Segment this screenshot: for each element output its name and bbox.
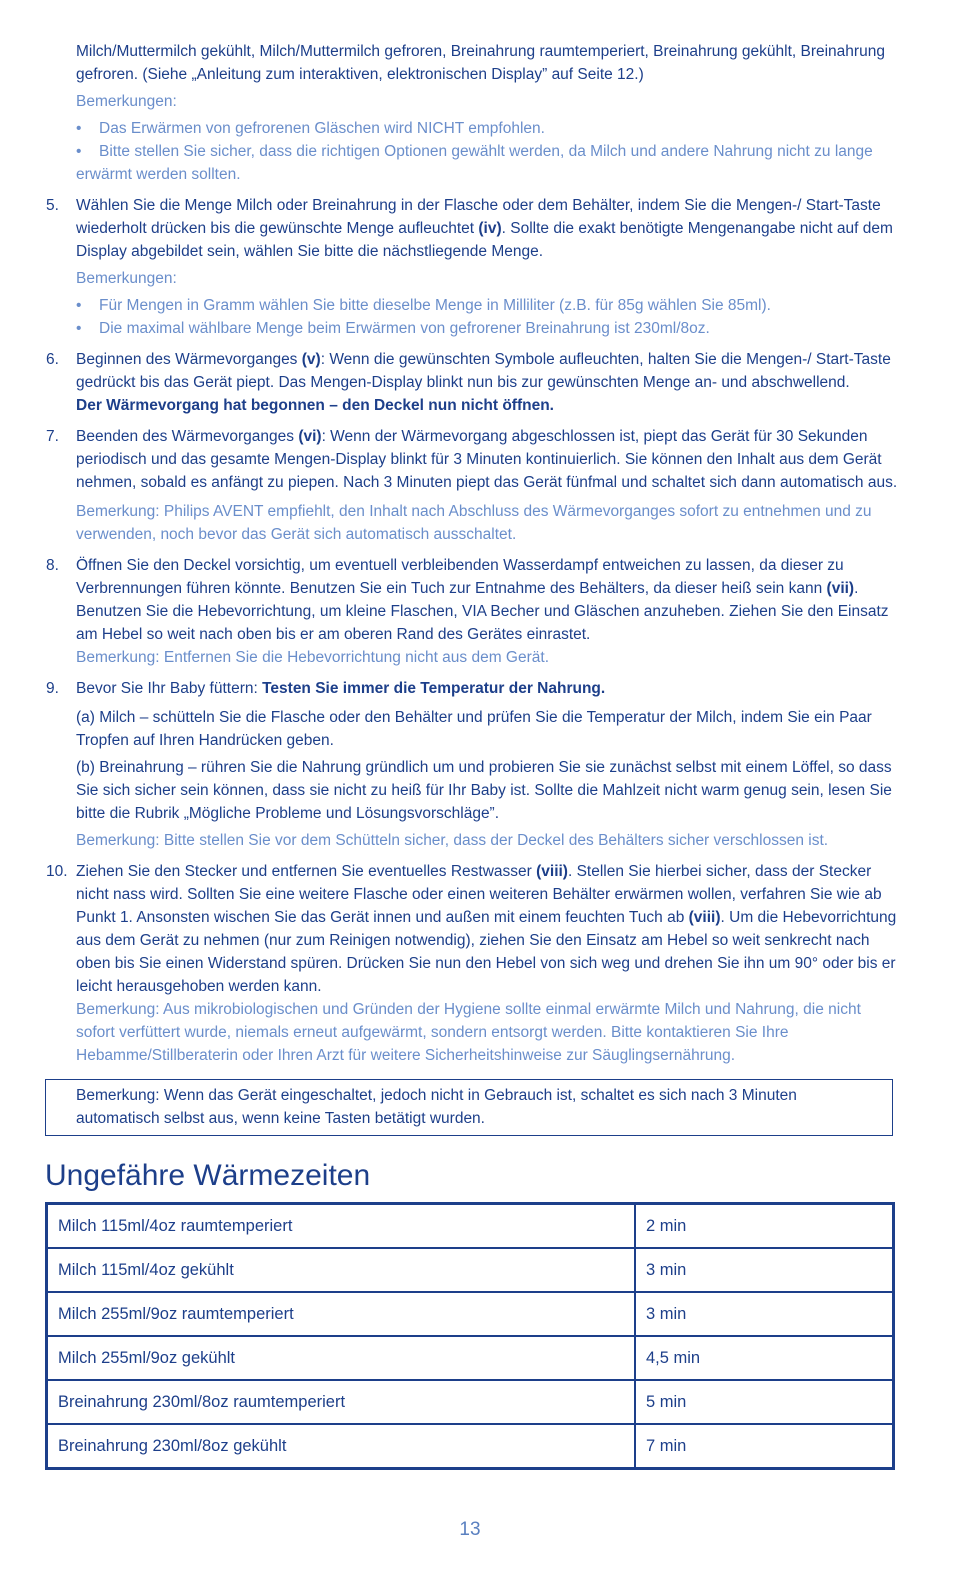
step-sub-b: (b) Breinahrung – rühren Sie die Nahrung gründlich um und probieren Sie sie zunächst selbst mit einem Löffel, so dass Sie sich sicher sein können, dass sie nicht zu heiß für Ihr Baby ist. Sollte die Mahlzeit nicht warm genug sein, lesen Sie bitte die Rubrik „Mögliche Probleme und Lösungsvorschläge”. bbox=[76, 759, 892, 822]
figure-ref: (iv) bbox=[478, 220, 502, 237]
step-sub-a: (a) Milch – schütteln Sie die Flasche oder den Behälter und prüfen Sie die Temperatur der Milch, indem Sie ein Paar Tropfen auf Ihren Handrücken geben. bbox=[76, 709, 872, 749]
bullet-dot: • bbox=[76, 320, 82, 337]
time-label-cell: Breinahrung 230ml/8oz gekühlt bbox=[47, 1424, 636, 1469]
step-7 bbox=[0, 425, 954, 546]
table-row bbox=[47, 1292, 894, 1336]
time-value-cell: 5 min bbox=[635, 1380, 894, 1424]
step-10 bbox=[0, 860, 954, 1067]
table-row bbox=[47, 1204, 894, 1249]
time-label-cell: Milch 255ml/9oz gekühlt bbox=[47, 1336, 636, 1380]
time-value-cell: 7 min bbox=[635, 1424, 894, 1469]
step-text: Beginnen des Wärmevorganges (v): Wenn die gewünschten Symbole aufleuchten, halten Sie die Mengen-/ Start-Taste gedrückt bis das Gerät piept. Das Mengen-Display blinkt nun bis zur gewünschten Menge an- und abschwellend. bbox=[76, 351, 891, 391]
bullet-text: Das Erwärmen von gefrorenen Gläschen wird NICHT empfohlen. bbox=[99, 120, 545, 137]
step-text: Öffnen Sie den Deckel vorsichtig, um eventuell verbleibenden Wasserdampf entweichen zu lassen, da dieser zu Verbrennungen führen könnte. Benutzen Sie ein Tuch zur Entnahme des Behälters, da dieser heiß sein kann (vii). Benutzen Sie die Hebevorrichtung, um kleine Flaschen, VIA Becher und Gläschen anzuheben. Ziehen Sie den Einsatz am Hebel so weit nach oben bis er am oberen Rand des Gerätes einrastet. bbox=[76, 557, 889, 643]
page-number: 13 bbox=[459, 1519, 481, 1540]
bullet-text: Die maximal wählbare Menge beim Erwärmen von gefrorener Breinahrung ist 230ml/8oz. bbox=[99, 320, 710, 337]
warming-times-table bbox=[45, 1202, 895, 1470]
auto-off-note-box bbox=[45, 1079, 893, 1136]
time-label-cell: Breinahrung 230ml/8oz raumtemperiert bbox=[47, 1380, 636, 1424]
step-note: Bemerkung: Bitte stellen Sie vor dem Schütteln sicher, dass der Deckel des Behälters sicher verschlossen ist. bbox=[76, 832, 829, 849]
table-row bbox=[47, 1336, 894, 1380]
time-value-cell: 3 min bbox=[635, 1248, 894, 1292]
step-9 bbox=[0, 677, 954, 852]
page-content bbox=[0, 40, 954, 1470]
step-number: 10. bbox=[46, 863, 68, 880]
figure-ref: (vii) bbox=[826, 580, 855, 597]
time-label-cell: Milch 255ml/9oz raumtemperiert bbox=[47, 1292, 636, 1336]
figure-ref: (v) bbox=[301, 351, 321, 368]
note-bullet bbox=[76, 294, 902, 317]
step-note: Bemerkung: Philips AVENT empfiehlt, den Inhalt nach Abschluss des Wärmevorganges sofort zu entnehmen und zu verwenden, noch bevor das Gerät sich automatisch ausschaltet. bbox=[76, 503, 872, 543]
notes-label: Bemerkungen: bbox=[76, 270, 177, 287]
table-row bbox=[47, 1380, 894, 1424]
time-value-cell: 2 min bbox=[635, 1204, 894, 1249]
bullet-dot: • bbox=[76, 297, 82, 314]
intro-paragraph: Milch/Muttermilch gekühlt, Milch/Muttermilch gefroren, Breinahrung raumtemperiert, Breinahrung gekühlt, Breinahrung gefroren. (Siehe „Anleitung zum interaktiven, elektronischen Display” auf Seite 12.) bbox=[76, 43, 885, 83]
step-number: 7. bbox=[46, 428, 59, 445]
notes-label: Bemerkungen: bbox=[76, 93, 177, 110]
step-note: Bemerkung: Aus mikrobiologischen und Gründen der Hygiene sollte einmal erwärmte Milch und Nahrung, die nicht sofort verfüttert wurde, niemals erneut aufgewärmt, sondern entsorgt werden. Bitte kontaktieren Sie Ihre Hebamme/Stillberaterin oder Ihren Arzt für weitere Sicherheitshinweise zur Säuglingsernährung. bbox=[76, 1001, 861, 1064]
figure-ref: (vi) bbox=[298, 428, 322, 445]
step-text: Bevor Sie Ihr Baby füttern: Testen Sie immer die Temperatur der Nahrung. bbox=[76, 680, 606, 697]
time-value-cell: 3 min bbox=[635, 1292, 894, 1336]
box-note-text: Bemerkung: Wenn das Gerät eingeschaltet, jedoch nicht in Gebrauch ist, schaltet es sich nach 3 Minuten automatisch selbst aus, wenn keine Tasten betätigt wurden. bbox=[76, 1087, 797, 1127]
step-number: 5. bbox=[46, 197, 59, 214]
bullet-dot: • bbox=[76, 120, 82, 137]
note-bullet bbox=[76, 140, 902, 186]
table-row bbox=[47, 1424, 894, 1469]
time-label-cell: Milch 115ml/4oz gekühlt bbox=[47, 1248, 636, 1292]
step-text: Ziehen Sie den Stecker und entfernen Sie eventuelles Restwasser (viii). Stellen Sie hierbei sicher, dass der Stecker nicht nass wird. Sollten Sie eine weitere Flasche oder einen weiteren Behälter erwärmen wollen, verfahren Sie wie ab Punkt 1. Ansonsten wischen Sie das Gerät innen und außen mit einem feuchten Tuch ab (viii). Um die Hebevorrichtung aus dem Gerät zu nehmen (nur zum Reinigen notwendig), ziehen Sie den Einsatz am Hebel so weit senkrecht nach oben bis Sie einen Widerstand spüren. Drücken Sie nun den Hebel von sich weg und drehen Sie ihn um 90° oder bis er leicht herausgehoben werden kann. bbox=[76, 863, 897, 995]
step-8 bbox=[0, 554, 954, 669]
step-number: 9. bbox=[46, 680, 59, 697]
bullet-text: Für Mengen in Gramm wählen Sie bitte dieselbe Menge in Milliliter (z.B. für 85g wählen Sie 85ml). bbox=[99, 297, 771, 314]
step-5 bbox=[0, 194, 954, 340]
note-bullet bbox=[76, 117, 902, 140]
figure-ref: (viii) bbox=[536, 863, 568, 880]
bullet-text: Bitte stellen Sie sicher, dass die richtigen Optionen gewählt werden, da Milch und andere Nahrung nicht zu lange erwärmt werden sollten. bbox=[76, 143, 873, 183]
step-number: 6. bbox=[46, 351, 59, 368]
figure-ref: (viii) bbox=[688, 909, 721, 926]
bullet-dot: • bbox=[76, 143, 82, 160]
step-warning: Der Wärmevorgang hat begonnen – den Deckel nun nicht öffnen. bbox=[76, 397, 554, 414]
step-6 bbox=[0, 348, 954, 417]
step-text: Wählen Sie die Menge Milch oder Breinahrung in der Flasche oder dem Behälter, indem Sie die Mengen-/ Start-Taste wiederholt drücken bis die gewünschte Menge aufleuchtet (iv). Sollte die exakt benötigte Mengenangabe nicht auf dem Display abgebildet sein, wählen Sie bitte die nächstliegende Menge. bbox=[76, 197, 893, 260]
time-label-cell: Milch 115ml/4oz raumtemperiert bbox=[47, 1204, 636, 1249]
step-text: Beenden des Wärmevorganges (vi): Wenn der Wärmevorgang abgeschlossen ist, piept das Gerät für 30 Sekunden periodisch und das gesamte Mengen-Display blinkt für 3 Minuten kontinuierlich. Sie können den Inhalt aus dem Gerät nehmen, sobald es anfängt zu piepen. Nach 3 Minuten piept das Gerät fünfmal und schaltet sich dann automatisch aus. bbox=[76, 428, 898, 491]
step-number: 8. bbox=[46, 557, 59, 574]
note-bullet bbox=[76, 317, 902, 340]
table-row bbox=[47, 1248, 894, 1292]
time-value-cell: 4,5 min bbox=[635, 1336, 894, 1380]
step-note: Bemerkung: Entfernen Sie die Hebevorrichtung nicht aus dem Gerät. bbox=[76, 649, 550, 666]
section-title: Ungefähre Wärmezeiten bbox=[45, 1159, 371, 1192]
